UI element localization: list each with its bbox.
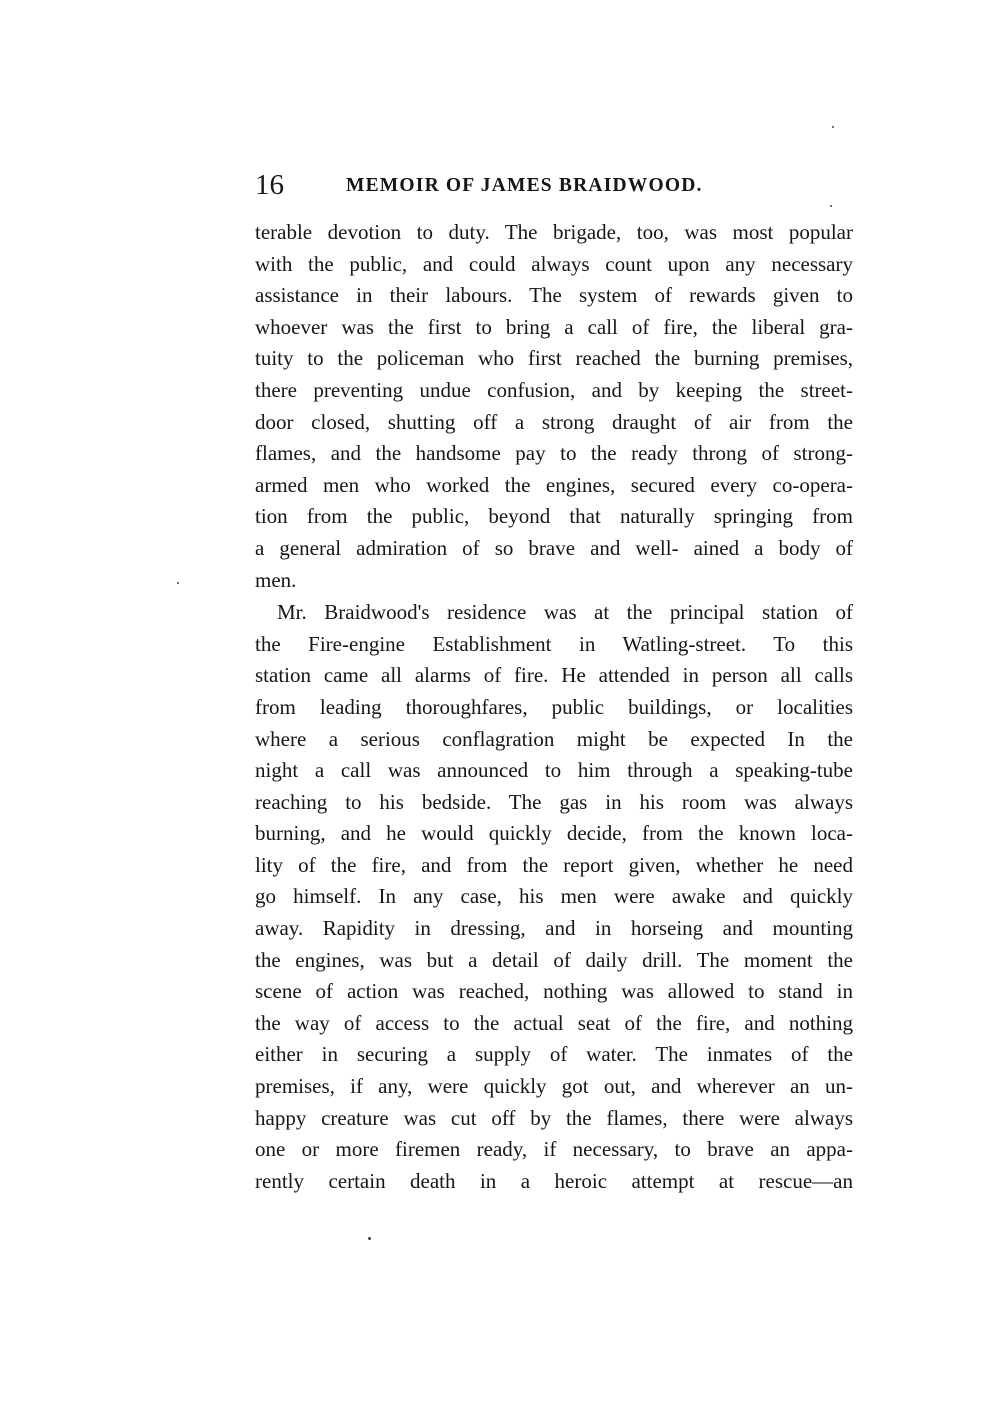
text-line: the engines, was but a detail of daily drill. The moment the [255,947,853,972]
running-head: MEMOIR OF JAMES BRAIDWOOD. [346,175,703,196]
text-line: happy creature was cut off by the flames, there were always [255,1105,853,1130]
scan-speck [830,205,832,207]
text-line: the way of access to the actual seat of the fire, and nothing [255,1010,853,1035]
text-line: assistance in their labours. The system of rewards given to [255,283,853,308]
scan-speck [177,582,179,584]
text-line: go himself. In any case, his men were awake and quickly [255,884,853,909]
text-line: armed men who worked the engines, secured every co-opera- [255,472,853,497]
text-line: station came all alarms of fire. He attended in person all calls [255,663,853,688]
text-line: away. Rapidity in dressing, and in horseing and mounting [255,916,853,941]
text-line: lity of the fire, and from the report given, whether he need [255,852,853,877]
page-number: 16 [255,169,284,201]
page-body [255,217,853,1197]
text-line: terable devotion to duty. The brigade, too, was most popular [255,220,853,244]
text-line: tion from the public, beyond that naturally springing from [255,504,853,529]
text-line: night a call was announced to him through a speaking-tube [255,758,853,783]
paragraph-1 [255,217,853,596]
scan-speck [368,1237,371,1240]
text-line: whoever was the first to bring a call of fire, the liberal gra- [255,314,853,339]
text-line: there preventing undue confusion, and by keeping the street- [255,377,853,402]
text-line: the Fire-engine Establishment in Watling-street. To this [255,631,853,656]
paragraph-2 [255,597,853,1197]
text-line: with the public, and could always count upon any necessary [255,251,853,276]
text-line: Mr. Braidwood's residence was at the principal station of [277,600,853,625]
text-line: from leading thoroughfares, public buildings, or localities [255,694,853,719]
scan-speck [832,126,834,128]
text-line: tuity to the policeman who first reached the burning premises, [255,346,853,371]
text-line: where a serious conflagration might be expected In the [255,726,853,751]
text-line: reaching to his bedside. The gas in his room was always [255,789,853,814]
text-line: premises, if any, were quickly got out, and wherever an un- [255,1074,853,1099]
text-line: scene of action was reached, nothing was allowed to stand in [255,979,853,1004]
text-line: one or more firemen ready, if necessary, to brave an appa- [255,1137,853,1162]
text-line: burning, and he would quickly decide, from the known loca- [255,821,853,846]
text-line: rently certain death in a heroic attempt at rescue—an [255,1168,853,1193]
text-line: men. [255,567,297,592]
text-line: door closed, shutting off a strong draught of air from the [255,409,853,434]
text-line: flames, and the handsome pay to the ready throng of strong- [255,441,853,466]
text-line: a general admiration of so brave and well- ained a body of [255,535,853,560]
text-line: either in securing a supply of water. The inmates of the [255,1042,853,1067]
page-header [255,168,855,202]
